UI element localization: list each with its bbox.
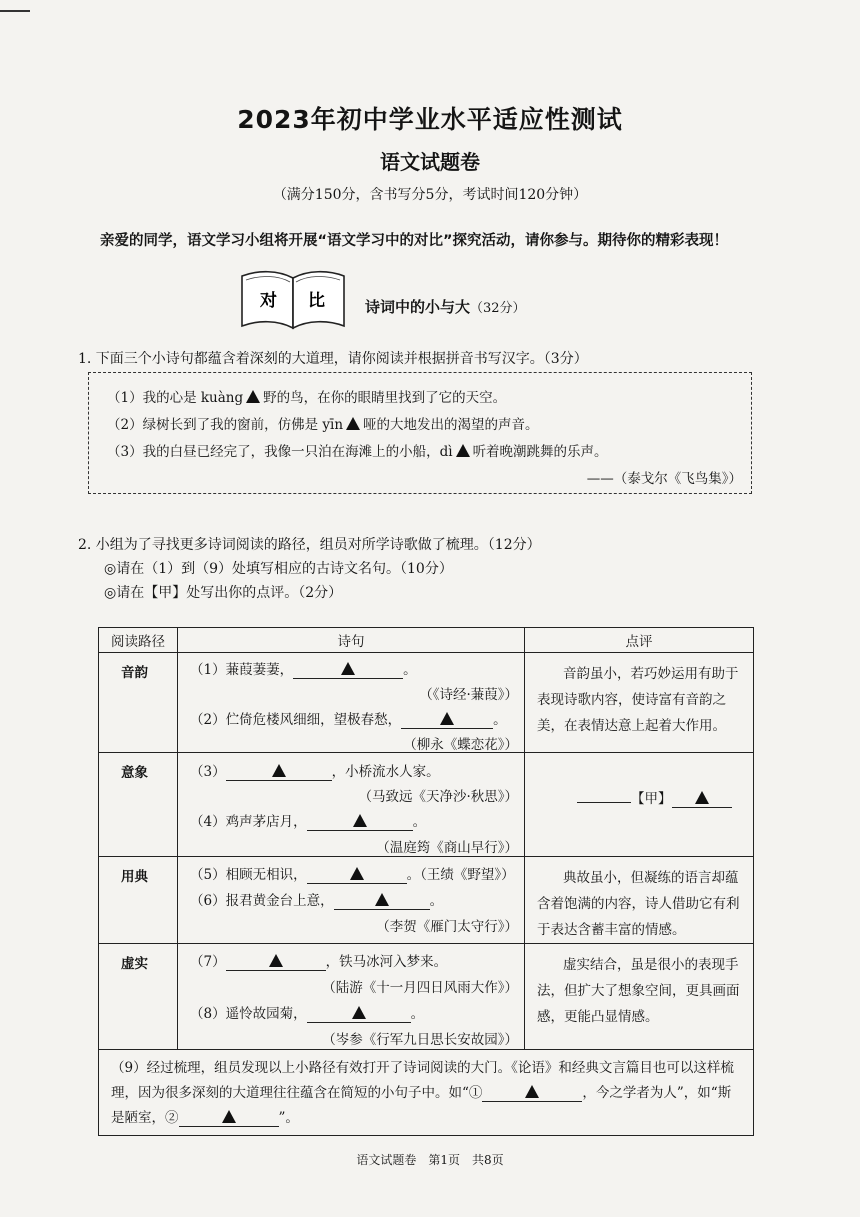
comment-cell [525,753,754,857]
answer-blank[interactable] [401,712,493,729]
table-row [99,944,754,1050]
answer-blank[interactable] [226,764,332,781]
answer-blank[interactable] [293,662,403,679]
answer-blank-marker[interactable] [456,444,470,457]
answer-blank-marker[interactable] [346,417,360,430]
table-header: 诗句 [178,628,525,653]
answer-blank[interactable] [307,1006,411,1023]
path-label: 用典 [99,857,178,944]
open-book-icon [238,264,348,334]
comment-cell: 虚实结合，虽是很小的表现手法，但扩大了想象空间，更具画面感，更能凸显情感。 [525,944,754,1050]
verse-2-source: （柳永《蝶恋花》） [403,737,518,753]
verse-7: （7） ，铁马冰河入梦来。 [190,954,448,970]
verse-1: （1）蒹葭萋萋， 。 [190,662,417,678]
table-header: 阅读路径 [99,628,178,653]
comment-cell: 音韵虽小，若巧妙运用有助于表现诗歌内容，使诗富有音韵之美，在表情达意上起着大作用。 [525,653,754,753]
answer-blank[interactable] [307,814,413,831]
question-1-prompt: 1. 下面三个小诗句都蕴含着深刻的大道理，请你阅读并根据拼音书写汉字。（3分） [78,351,588,367]
verse-8: （8）遥怜故园菊， 。 [190,1006,425,1022]
section-title-text: 诗词中的小与大 [365,298,471,316]
verse-5: （5）相顾无相识， 。（王绩《野望》） [190,867,515,883]
answer-blank[interactable] [672,791,732,808]
question-2-sub-2: ◎请在【甲】处写出你的点评。（2分） [104,585,343,601]
verse-6: （6）报君黄金台上意， 。 [190,893,444,909]
exam-title: 2023年初中学业水平适应性测试 [237,105,623,134]
verse-1-source: （《诗经·蒹葭》） [419,687,518,703]
page-edge-line [0,10,30,12]
reading-path-table [98,627,754,1136]
poem-line-2: （2）绿树长到了我的窗前，仿佛是 yīn 哑的大地发出的渴望的声音。 [107,417,539,433]
comment-cell: 典故虽小，但凝练的语言却蕴含着饱满的内容，诗人借助它有利于表达含蓄丰富的情感。 [525,857,754,944]
table-row [99,753,754,857]
verse-3-source: （马致远《天净沙·秋思》） [358,789,518,805]
poem-line-3: （3）我的白昼已经完了，我像一只泊在海滩上的小船，dì 听着晚潮跳舞的乐声。 [107,444,608,460]
question-2-sub-1: ◎请在（1）到（9）处填写相应的古诗文名句。（10分） [104,561,453,577]
verse-4-source: （温庭筠《商山早行》） [376,840,518,856]
question-9-cell: （9）经过梳理，组员发现以上小路径有效打开了诗词阅读的大门。《论语》和经典文言篇目也可以这样梳理，因为很多深刻的大道理往往蕴含在简短的小句子中。如“① ，今之学者为人”，如“斯是陋室，② ”。 [99,1050,754,1136]
table-header: 点评 [525,628,754,653]
poem-source: ——（泰戈尔《飞鸟集》） [586,471,742,487]
section-score: （32分） [470,301,526,316]
table-row [99,1050,754,1136]
table-row [99,653,754,753]
table-row [99,857,754,944]
verse-2: （2）伫倚危楼风细细，望极春愁， 。 [190,712,507,728]
verse-3: （3） ，小桥流水人家。 [190,764,440,780]
verse-7-source: （陆游《十一月四日风雨大作》） [322,980,518,996]
verse-8-source: （岑参《行军九日思长安故园》） [322,1032,518,1048]
verse-6-source: （李贺《雁门太守行》） [376,919,518,935]
answer-blank[interactable] [482,1085,582,1102]
answer-blank[interactable] [334,893,430,910]
intro-text: 亲爱的同学，语文学习小组将开展“语文学习中的对比”探究活动，请你参与。期待你的精彩表现！ [100,233,729,249]
exam-note: （满分150分，含书写分5分，考试时间120分钟） [272,187,588,203]
path-label: 音韵 [99,653,178,753]
path-label: 虚实 [99,944,178,1050]
exam-subtitle: 语文试题卷 [380,150,480,174]
book-label-right: 比 [308,291,325,311]
book-label-left: 对 [260,291,277,311]
verse-4: （4）鸡声茅店月， 。 [190,814,427,830]
path-label: 意象 [99,753,178,857]
answer-blank[interactable] [179,1110,279,1127]
answer-blank[interactable] [307,867,407,884]
answer-blank-marker[interactable] [246,390,260,403]
answer-blank[interactable] [226,954,326,971]
poem-line-1: （1）我的心是 kuàng 野的鸟，在你的眼睛里找到了它的天空。 [107,390,507,406]
question-2-prompt: 2. 小组为了寻找更多诗词阅读的路径，组员对所学诗歌做了梳理。（12分） [78,537,541,553]
section-title [365,296,526,317]
comment-label-jia: 【甲】 [631,791,672,807]
page-footer: 语文试题卷 第1页 共8页 [356,1153,504,1167]
